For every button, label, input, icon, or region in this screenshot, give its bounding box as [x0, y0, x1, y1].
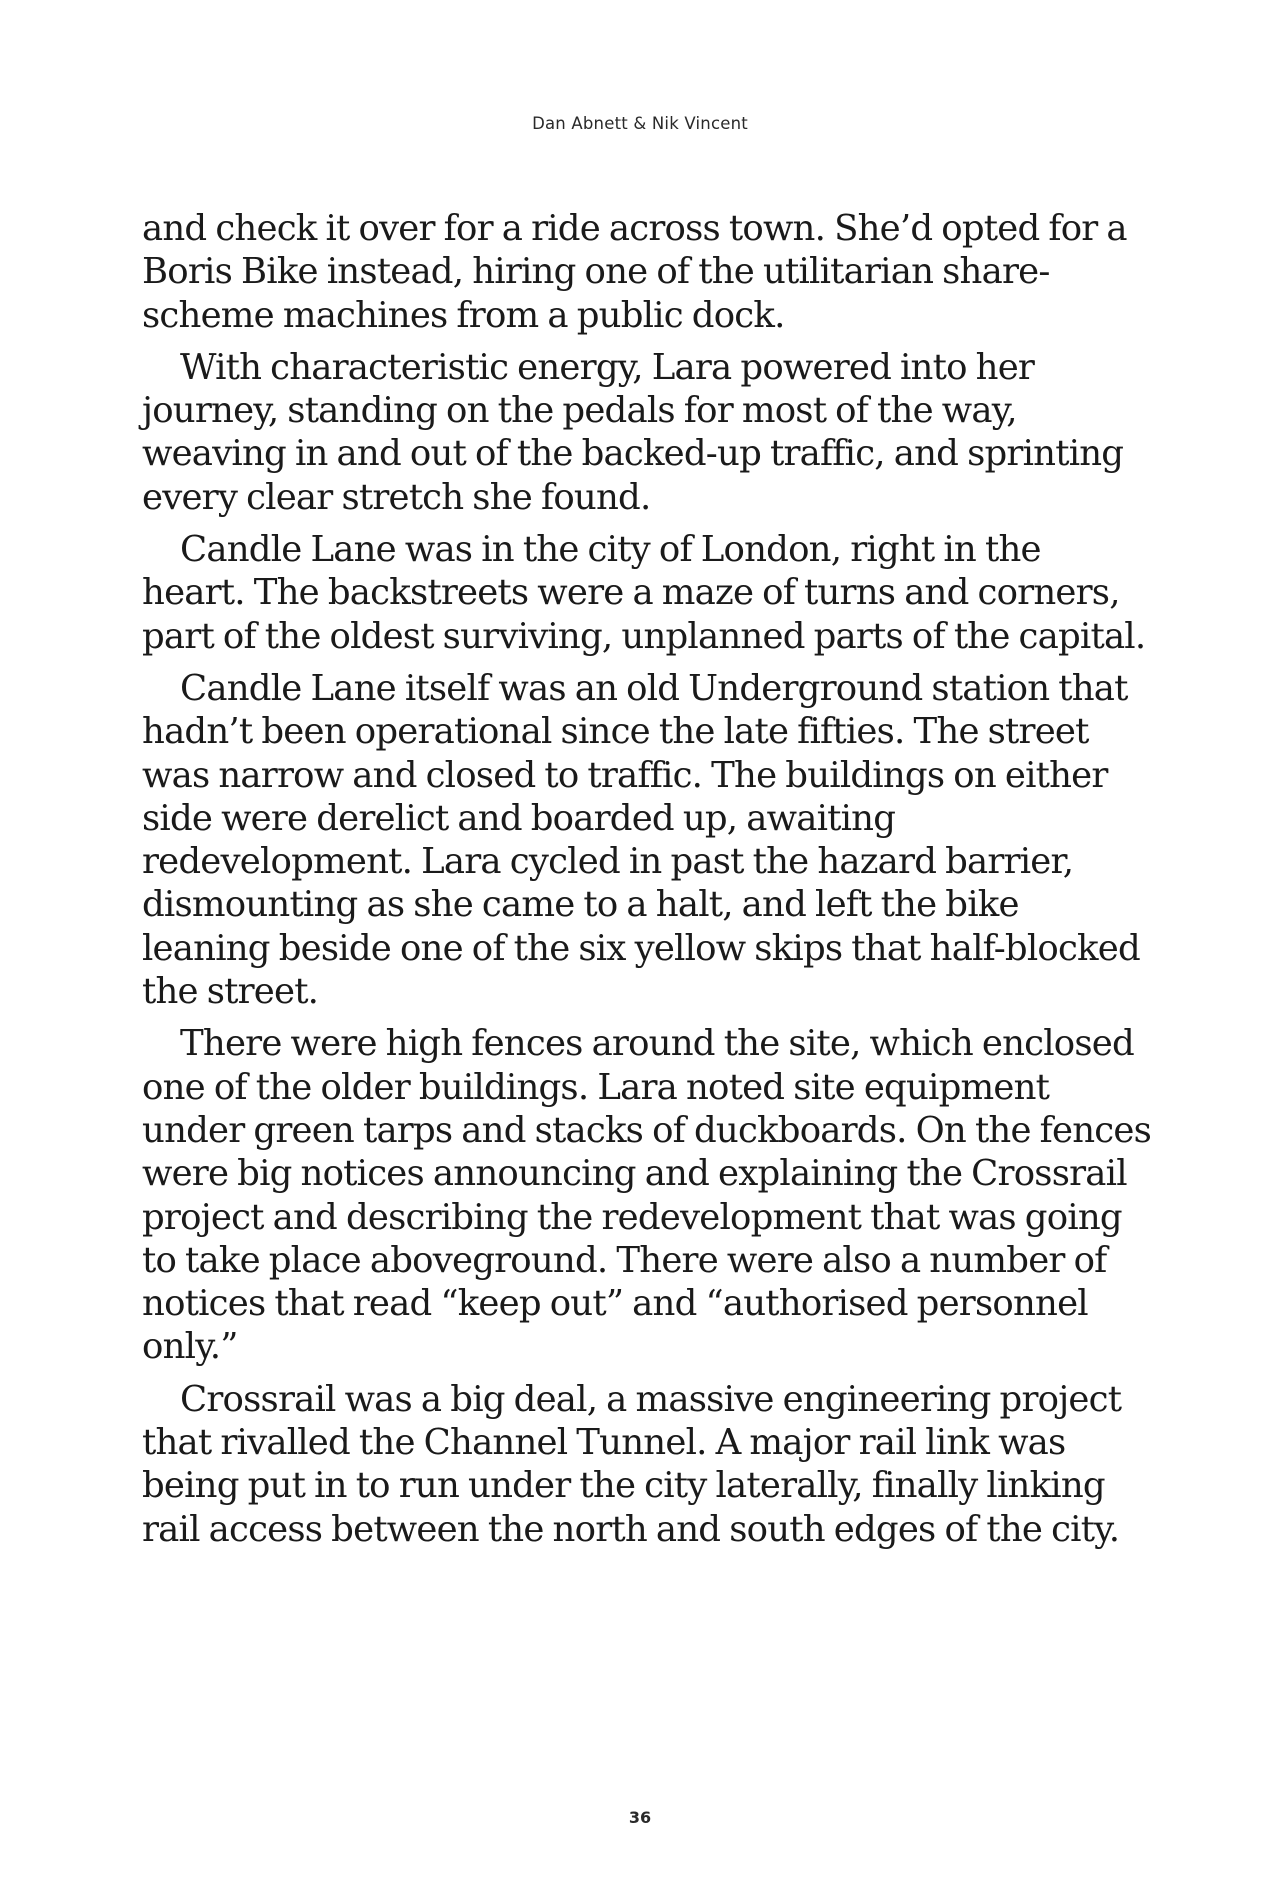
running-head: Dan Abnett & Nik Vincent: [532, 114, 748, 133]
body-text: [142, 207, 1152, 1560]
paragraph-4: Candle Lane itself was an old Underground station that hadn’t been operational since the late fifties. The street was narrow and closed to traffic. The buildings on either side were derelict and boarded up, awaiting redevelopment. Lara cycled in past the hazard barrier, dismounting as she came to a halt, and left the bike leaning beside one of the six yellow skips that half-blocked the street.: [142, 667, 1140, 1013]
paragraph-1: and check it over for a ride across town. She’d opted for a Boris Bike instead, hiring one of the utilitarian share-scheme machines from a public dock.: [142, 208, 1127, 336]
paragraph-6: Crossrail was a big deal, a massive engineering project that rivalled the Channel Tunnel. A major rail link was being put in to run under the city laterally, finally linking rail access between the north and south edges of the city.: [142, 1378, 1122, 1550]
page-number: 36: [628, 1808, 652, 1827]
paragraph-3: Candle Lane was in the city of London, right in the heart. The backstreets were a maze of turns and corners, part of the oldest surviving, unplanned parts of the capital.: [142, 529, 1146, 657]
paragraph-2: With characteristic energy, Lara powered into her journey, standing on the pedals for most of the way, weaving in and out of the backed-up traffic, and sprinting every clear stretch she found.: [142, 346, 1124, 518]
paragraph-5: There were high fences around the site, which enclosed one of the older buildings. Lara noted site equipment under green tarps and stacks of duckboards. On the fences were big notices announcing and explaining the Crossrail project and describing the redevelopment that was going to take place aboveground. There were also a number of notices that read “keep out” and “authorised personnel only.”: [142, 1023, 1152, 1368]
